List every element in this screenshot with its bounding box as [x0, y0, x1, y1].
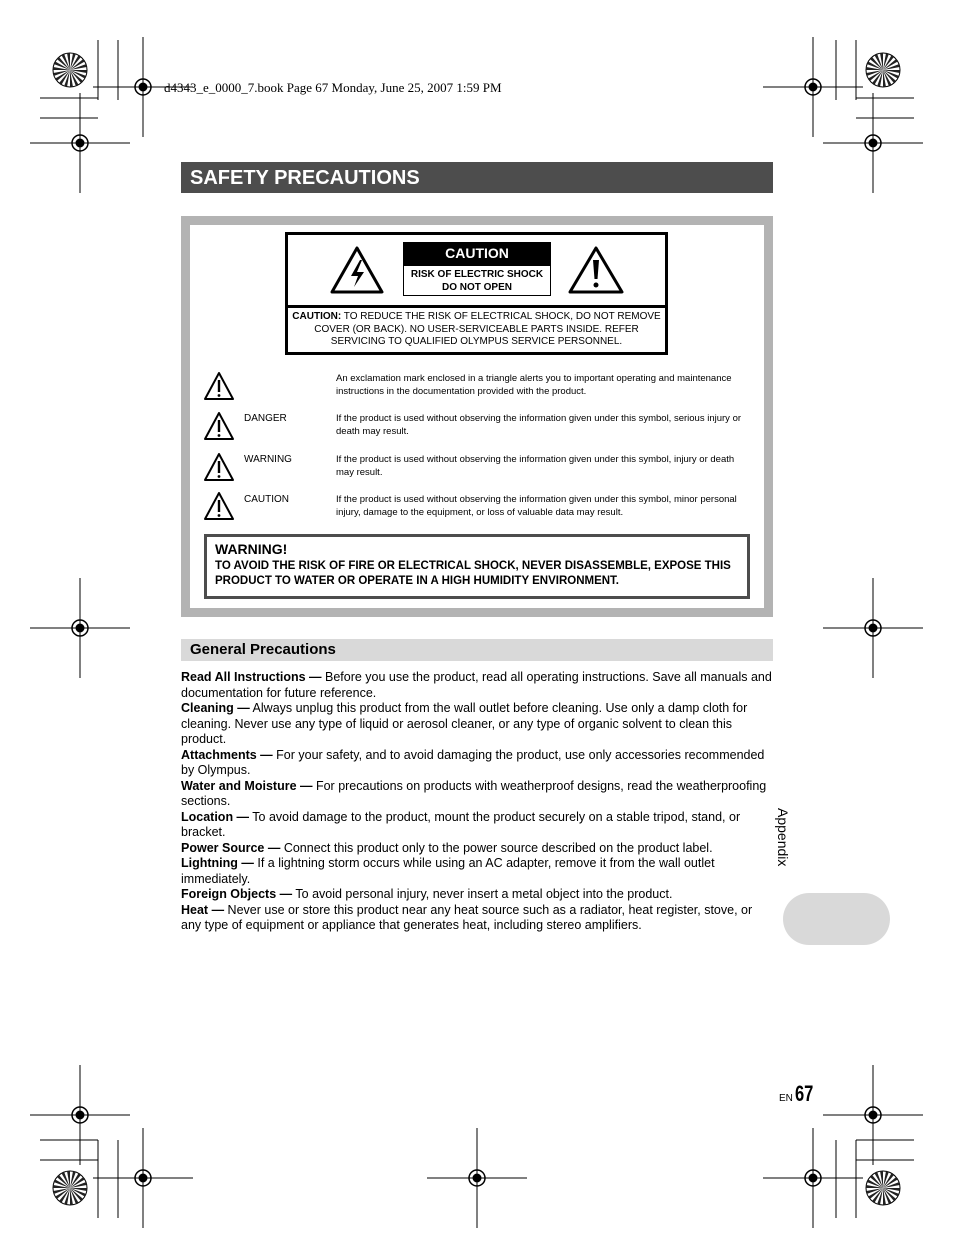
caution-divider: [288, 305, 665, 308]
registration-mark: [823, 578, 923, 678]
precaution-term: Foreign Objects —: [181, 887, 293, 901]
registration-mark: [30, 1065, 130, 1165]
registration-mark: [93, 1128, 193, 1228]
symbol-desc-warning: If the product is used without observing the information given under this symbol, injury or death may result.: [336, 454, 735, 478]
exclamation-triangle-icon: [203, 491, 235, 521]
precaution-item: [181, 748, 773, 779]
general-precautions-list: [181, 670, 773, 934]
page-title: SAFETY PRECAUTIONS: [181, 162, 773, 193]
registration-mark: [763, 37, 863, 137]
precaution-term: Read All Instructions —: [181, 670, 322, 684]
registration-mark: [823, 1065, 923, 1165]
caution-sub-line2: DO NOT OPEN: [441, 282, 512, 293]
caution-notice-text: TO REDUCE THE RISK OF ELECTRICAL SHOCK, DO NOT REMOVE COVER (OR BACK). NO USER-SERVICEABLE PARTS INSIDE. REFER SERVICING TO QUALIFIED OLYMPUS SERVICE PERSONNEL.: [314, 311, 661, 347]
precaution-text: To avoid personal injury, never insert a metal object into the product.: [292, 887, 673, 901]
precaution-term: Power Source —: [181, 840, 281, 855]
caution-label-title: CAUTION: [404, 243, 550, 266]
caution-sub-line1: RISK OF ELECTRIC SHOCK: [410, 269, 544, 280]
precaution-item: [181, 887, 773, 903]
precaution-item: [181, 701, 773, 748]
precaution-text: To avoid damage to the product, mount the product securely on a stable tripod, stand, or bracket.: [181, 809, 741, 839]
precaution-item: [181, 903, 773, 934]
precaution-item: [181, 670, 773, 701]
registration-mark: [427, 1128, 527, 1228]
appendix-tab: [783, 893, 890, 945]
color-bar-star-mark: [866, 1171, 900, 1205]
warning-text: TO AVOID THE RISK OF FIRE OR ELECTRICAL SHOCK, NEVER DISASSEMBLE, EXPOSE THIS PRODUCT TO WATER OR OPERATE IN A HIGH HUMIDITY ENVIRONMENT.: [215, 560, 731, 587]
precaution-item: [181, 856, 773, 887]
precaution-text: Never use or store this product near any heat source such as a radiator, heat register, stove, or any type of equipment or appliance that generates heat, including stereo amplifiers.: [181, 902, 753, 932]
caution-notice: [292, 311, 661, 349]
precaution-term: Location —: [181, 809, 250, 824]
precaution-item: [181, 779, 773, 810]
precaution-text: For precautions on products with weatherproof designs, read the weatherproofing sections.: [181, 778, 767, 808]
symbol-word-warning: WARNING: [244, 454, 292, 465]
symbol-word-danger: DANGER: [244, 413, 287, 424]
language-code: EN: [779, 1093, 793, 1104]
precaution-text: For your safety, and to avoid damaging the product, use only accessories recommended by Olympus.: [181, 747, 765, 777]
registration-mark: [763, 1128, 863, 1228]
symbol-desc-caution: If the product is used without observing the information given under this symbol, minor personal injury, damage to the equipment, or loss of valuable data may result.: [336, 494, 737, 518]
file-info-line: d4343_e_0000_7.book Page 67 Monday, June 25, 2007 1:59 PM: [164, 80, 502, 95]
warning-title: WARNING!: [215, 541, 288, 557]
caution-notice-bold: CAUTION:: [292, 311, 342, 322]
page-number: 67: [795, 1081, 814, 1106]
precaution-text: Connect this product only to the power source described on the product label.: [280, 840, 713, 855]
caution-label-subtext: [404, 268, 550, 294]
registration-mark: [30, 578, 130, 678]
precaution-term: Water and Moisture —: [181, 778, 313, 793]
registration-mark: [823, 93, 923, 193]
precaution-term: Attachments —: [181, 747, 273, 762]
exclamation-triangle-icon: [203, 411, 235, 441]
color-bar-star-mark: [866, 53, 900, 87]
precaution-item: [181, 841, 773, 857]
precaution-term: Lightning —: [181, 856, 254, 870]
exclamation-triangle-icon: [203, 371, 235, 401]
exclamation-triangle-icon: [203, 452, 235, 482]
precaution-text: Always unplug this product from the wall outlet before cleaning. Use only a damp cloth for cleaning. Never use any type of liquid or aerosol cleaner, or any type of organic solvent to clean this product.: [181, 701, 748, 746]
appendix-side-label: Appendix: [775, 808, 791, 867]
color-bar-star-mark: [53, 1171, 87, 1205]
symbol-desc-danger: If the product is used without observing the information given under this symbol, serious injury or death may result.: [336, 413, 742, 437]
registration-mark: [30, 93, 130, 193]
precaution-text: If a lightning storm occurs while using an AC adapter, remove it from the wall outlet immediately.: [181, 856, 715, 886]
general-precautions-heading: General Precautions: [181, 639, 773, 661]
symbol-desc-general: An exclamation mark enclosed in a triangle alerts you to important operating and maintenance instructions in the documentation provided with the product.: [336, 373, 732, 397]
exclamation-triangle-icon: [567, 245, 625, 295]
precaution-text: Before you use the product, read all operating instructions. Save all manuals and documentation for future reference.: [181, 670, 772, 700]
lightning-triangle-icon: [329, 245, 385, 295]
precaution-term: Cleaning —: [181, 701, 250, 715]
color-bar-star-mark: [53, 53, 87, 87]
precaution-term: Heat —: [181, 902, 225, 917]
precaution-item: [181, 810, 773, 841]
symbol-word-caution: CAUTION: [244, 494, 289, 505]
